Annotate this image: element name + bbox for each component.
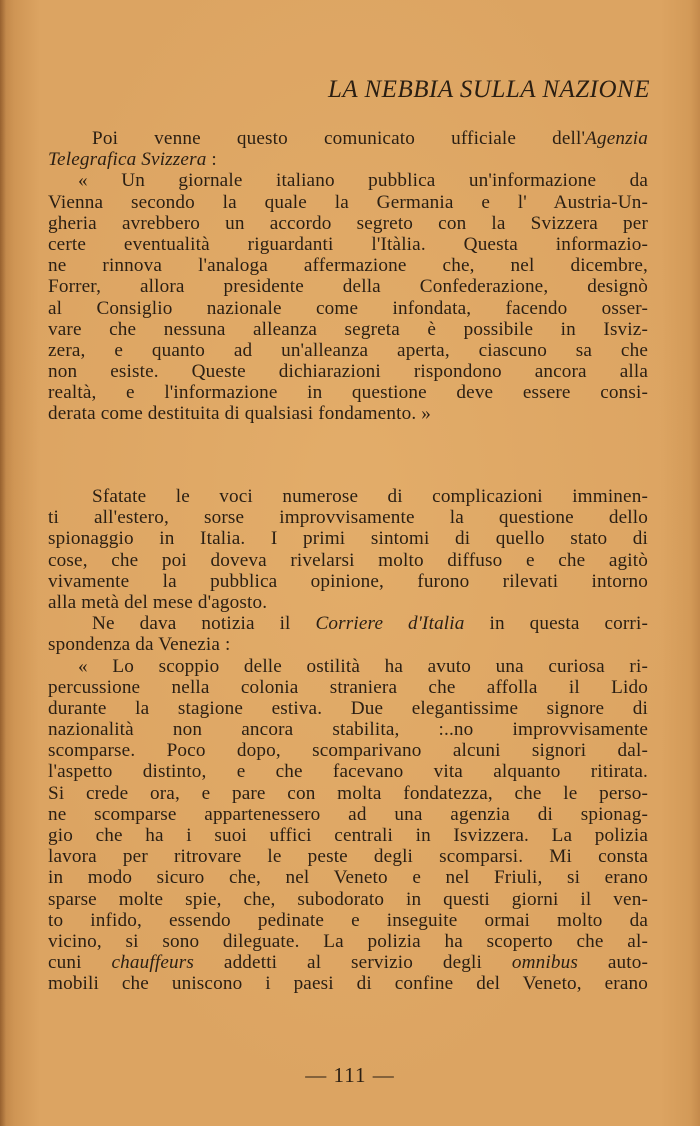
text-line: derata come destituita di qualsiasi fondamento. »	[48, 403, 431, 425]
quoted-communique	[48, 128, 648, 425]
text-line: Sfatate le voci numerose di complicazioni imminen-	[92, 486, 648, 507]
text-line: percussione nella colonia straniera che affolla il Lido	[48, 676, 648, 698]
text-line: scomparse. Poco dopo, scomparivano alcuni signori dal-	[48, 740, 648, 762]
text-line: nazionalità non ancora stabilita, :..no improvvisamente	[48, 719, 648, 741]
text-line: durante la stagione estiva. Due elegantissime signore di	[48, 697, 648, 719]
text-line: mobili che uniscono i paesi di confine del Veneto, erano	[48, 973, 648, 995]
spine-shadow	[0, 0, 6, 1126]
text-line: gio che ha i suoi uffici centrali in Isvizzera. La polizia	[48, 825, 648, 846]
text-line: lavora per ritrovare le peste degli scomparsi. Mi consta	[48, 846, 648, 868]
text-line: « Lo scoppio delle ostilità ha avuto una curiosa ri-	[78, 655, 648, 677]
page-number: — 111 —	[305, 1063, 395, 1087]
text-line: certe eventualità riguardanti l'Itàlia. Questa informazio-	[48, 233, 648, 255]
text-line: cose, che poi doveva rivelarsi molto diffuso e che agitò	[48, 549, 648, 571]
text-line: sparse molte spie, che, subodorato in questi giorni il ven-	[48, 888, 648, 910]
text-line: realtà, e l'informazione in questione deve essere consi-	[48, 382, 648, 404]
text-line: to infido, essendo pedinate e inseguite ormai molto da	[48, 909, 648, 931]
text-line: non esiste. Queste dichiarazioni rispondono ancora alla	[48, 361, 648, 383]
text-line: cuni chauffeurs addetti al servizio degli omnibus auto-	[48, 952, 648, 974]
text-line: Poi venne questo comunicato ufficiale dell'Agenzia	[92, 128, 648, 149]
text-line: gheria avrebbero un accordo segreto con la Svizzera per	[48, 212, 648, 234]
text-line: « Un giornale italiano pubblica un'informazione da	[78, 170, 648, 192]
text-line: spondenza da Venezia :	[48, 634, 231, 656]
text-line: l'aspetto distinto, e che facevano vita alquanto ritirata.	[48, 761, 648, 783]
text-line: spionaggio in Italia. I primi sintomi di quello stato di	[48, 528, 648, 550]
text-line: Vienna secondo la quale la Germania e l' Austria-Un-	[48, 191, 648, 213]
text-line: ne rinnova l'analoga affermazione che, nel dicembre,	[48, 255, 648, 277]
text-line: ne scomparse appartenessero ad una agenzia di spionag-	[48, 803, 648, 825]
text-line: Telegrafica Svizzera :	[48, 149, 217, 171]
text-line: vicino, si sono dileguate. La polizia ha scoperto che al-	[48, 930, 648, 952]
text-line: zera, e quanto ad un'alleanza aperta, ciascuno sa che	[48, 339, 648, 361]
espionage-section	[48, 486, 648, 995]
text-line: in modo sicuro che, nel Veneto e nel Friuli, si erano	[48, 867, 648, 889]
text-line: Ne dava notizia il Corriere d'Italia in questa corri-	[92, 613, 648, 635]
text-line: ti all'estero, sorse improvvisamente la questione dello	[48, 507, 648, 529]
text-line: vare che nessuna alleanza segreta è possibile in Isviz-	[48, 318, 648, 340]
text-line: alla metà del mese d'agosto.	[48, 591, 268, 613]
text-line: al Consiglio nazionale come infondata, facendo osser-	[48, 297, 648, 319]
running-head: LA NEBBIA SULLA NAZIONE	[328, 76, 650, 103]
text-line: Forrer, allora presidente della Confederazione, designò	[48, 276, 648, 298]
text-line: vivamente la pubblica opinione, furono rilevati intorno	[48, 570, 648, 592]
text-line: Si crede ora, e pare con molta fondatezza, che le perso-	[48, 782, 648, 804]
